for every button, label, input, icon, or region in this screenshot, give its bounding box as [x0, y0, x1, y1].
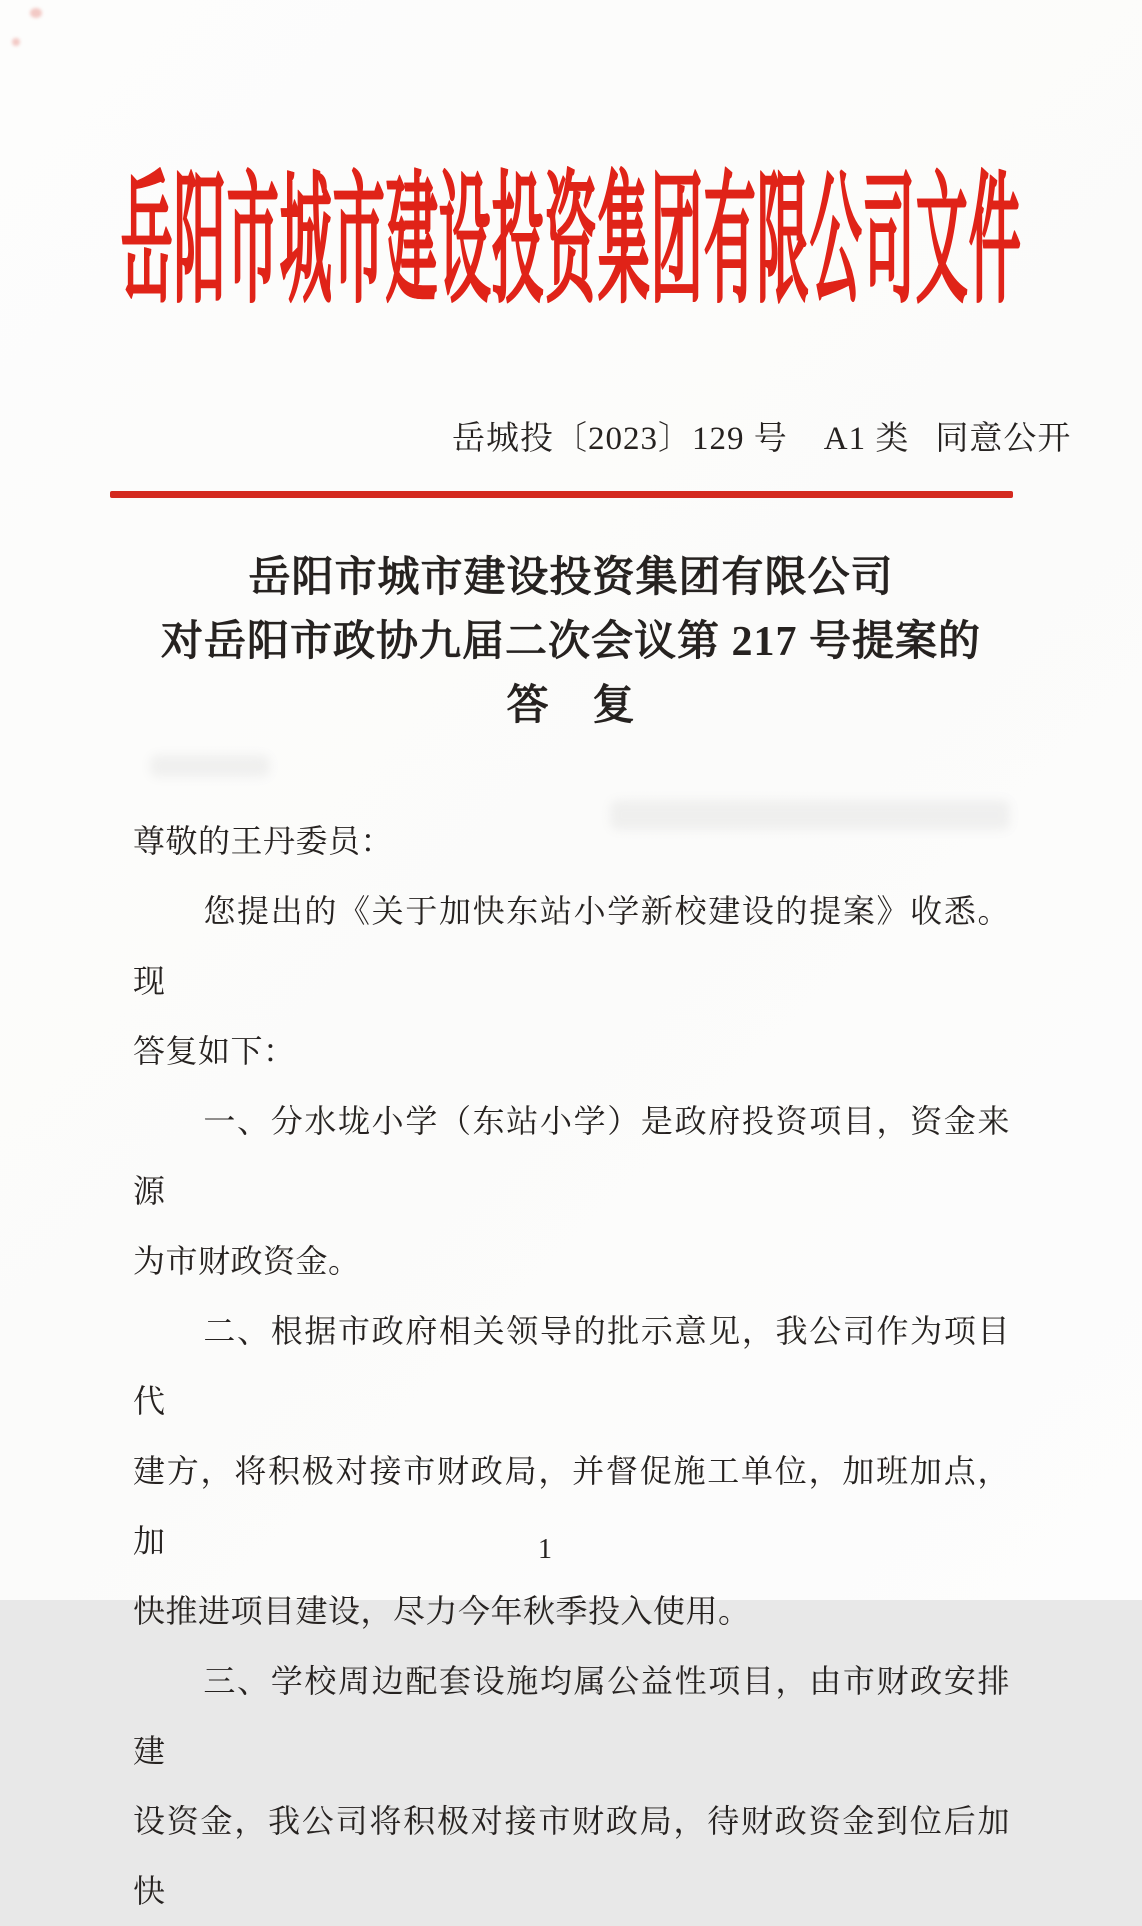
title-line-3: 答 复 [506, 683, 636, 729]
letterhead-title: 岳阳市城市建设投资集团有限公司文件 [120, 165, 1022, 323]
title-line-1: 岳阳市城市建设投资集团有限公司 [248, 555, 894, 601]
document-title [0, 546, 1142, 738]
body-line: 为市财政资金。 [133, 1243, 361, 1279]
body-line: 三、学校周边配套设施均属公益性项目，由市财政安排建 [133, 1663, 1010, 1769]
letterhead [0, 165, 1142, 326]
title-line-2: 对岳阳市政协九届二次会议第 217 号提案的 [160, 619, 981, 665]
scan-artifact [12, 38, 20, 46]
scan-artifact [150, 755, 270, 777]
red-divider-line [110, 491, 1013, 498]
body-line: 二、根据市政府相关领导的批示意见，我公司作为项目代 [133, 1313, 1010, 1419]
body-line: 建方，将积极对接市财政局，并督促施工单位，加班加点，加 [133, 1453, 1010, 1559]
publicity-label: 同意公开 [935, 421, 1072, 457]
body-line: 您提出的《关于加快东站小学新校建设的提案》收悉。现 [133, 893, 1010, 999]
body-line: 答复如下： [133, 1033, 296, 1069]
classification-label: A1 类 [823, 421, 910, 457]
document-body [133, 806, 1010, 1926]
body-line: 一、分水垅小学（东站小学）是政府投资项目，资金来源 [133, 1103, 1010, 1209]
doc-number-row [452, 420, 1071, 458]
body-line: 快推进项目建设，尽力今年秋季投入使用。 [133, 1593, 751, 1629]
doc-number: 岳城投〔2023〕129 号 [452, 421, 788, 457]
salutation-line: 尊敬的王丹委员： [133, 823, 394, 859]
scan-artifact [30, 8, 42, 18]
body-line: 设资金，我公司将积极对接市财政局，待财政资金到位后加快 [133, 1803, 1010, 1909]
page-number: 1 [538, 1534, 552, 1565]
